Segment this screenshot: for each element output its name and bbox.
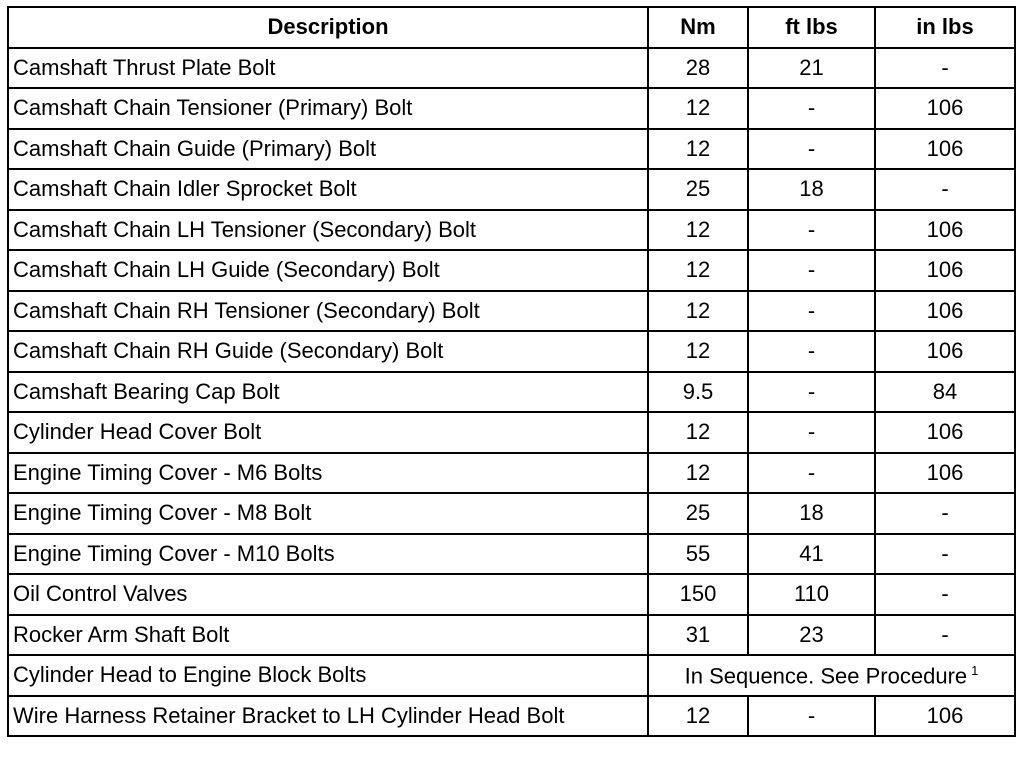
description-cell: Camshaft Chain RH Tensioner (Secondary) Bolt [8, 291, 648, 332]
in-lbs-cell: - [875, 574, 1015, 615]
ft-lbs-cell: - [748, 331, 875, 372]
ft-lbs-cell: - [748, 372, 875, 413]
ft-lbs-cell: 18 [748, 493, 875, 534]
description-cell: Cylinder Head Cover Bolt [8, 412, 648, 453]
table-row [8, 372, 1015, 413]
ft-lbs-cell: - [748, 412, 875, 453]
in-lbs-cell: - [875, 169, 1015, 210]
nm-cell: 25 [648, 493, 748, 534]
nm-cell: 55 [648, 534, 748, 575]
table-row [8, 534, 1015, 575]
table-row [8, 493, 1015, 534]
table-row [8, 696, 1015, 737]
description-cell: Camshaft Bearing Cap Bolt [8, 372, 648, 413]
table-row [8, 129, 1015, 170]
in-lbs-cell: 106 [875, 250, 1015, 291]
description-cell: Camshaft Chain Idler Sprocket Bolt [8, 169, 648, 210]
nm-cell: 9.5 [648, 372, 748, 413]
nm-cell: 12 [648, 696, 748, 737]
nm-cell: 12 [648, 291, 748, 332]
description-cell: Engine Timing Cover - M8 Bolt [8, 493, 648, 534]
ft-lbs-cell: - [748, 453, 875, 494]
table-row [8, 615, 1015, 656]
in-lbs-cell: - [875, 534, 1015, 575]
table-row [8, 655, 1015, 696]
ft-lbs-cell: - [748, 210, 875, 251]
description-cell: Camshaft Chain LH Guide (Secondary) Bolt [8, 250, 648, 291]
description-cell: Camshaft Chain Tensioner (Primary) Bolt [8, 88, 648, 129]
description-cell: Camshaft Chain RH Guide (Secondary) Bolt [8, 331, 648, 372]
table-row [8, 48, 1015, 89]
ft-lbs-cell: - [748, 129, 875, 170]
ft-lbs-cell: - [748, 250, 875, 291]
nm-cell: 12 [648, 88, 748, 129]
nm-cell: 25 [648, 169, 748, 210]
nm-cell: 31 [648, 615, 748, 656]
in-lbs-cell: 106 [875, 412, 1015, 453]
in-lbs-cell: 106 [875, 291, 1015, 332]
torque-spec-table-container [7, 6, 1016, 737]
nm-cell: 12 [648, 412, 748, 453]
ft-lbs-cell: - [748, 696, 875, 737]
in-lbs-cell: - [875, 48, 1015, 89]
table-row [8, 88, 1015, 129]
nm-cell: 150 [648, 574, 748, 615]
torque-spec-table [7, 6, 1016, 737]
description-cell: Camshaft Chain LH Tensioner (Secondary) Bolt [8, 210, 648, 251]
in-lbs-cell: 106 [875, 331, 1015, 372]
description-cell: Wire Harness Retainer Bracket to LH Cylinder Head Bolt [8, 696, 648, 737]
table-row [8, 331, 1015, 372]
in-lbs-cell: 106 [875, 88, 1015, 129]
ft-lbs-cell: - [748, 88, 875, 129]
in-lbs-cell: - [875, 615, 1015, 656]
table-row [8, 291, 1015, 332]
description-cell: Oil Control Valves [8, 574, 648, 615]
description-cell: Camshaft Thrust Plate Bolt [8, 48, 648, 89]
ft-lbs-cell: - [748, 291, 875, 332]
in-lbs-cell: - [875, 493, 1015, 534]
description-cell: Rocker Arm Shaft Bolt [8, 615, 648, 656]
header-in-lbs: in lbs [875, 7, 1015, 48]
ft-lbs-cell: 110 [748, 574, 875, 615]
nm-cell: 12 [648, 331, 748, 372]
description-cell: Camshaft Chain Guide (Primary) Bolt [8, 129, 648, 170]
procedure-note-cell [648, 655, 1015, 696]
in-lbs-cell: 106 [875, 129, 1015, 170]
nm-cell: 12 [648, 210, 748, 251]
nm-cell: 12 [648, 250, 748, 291]
table-row [8, 453, 1015, 494]
in-lbs-cell: 84 [875, 372, 1015, 413]
header-row [8, 7, 1015, 48]
nm-cell: 12 [648, 129, 748, 170]
in-lbs-cell: 106 [875, 453, 1015, 494]
header-nm: Nm [648, 7, 748, 48]
description-cell: Cylinder Head to Engine Block Bolts [8, 655, 648, 696]
header-ft-lbs: ft lbs [748, 7, 875, 48]
in-lbs-cell: 106 [875, 696, 1015, 737]
header-description: Description [8, 7, 648, 48]
ft-lbs-cell: 23 [748, 615, 875, 656]
ft-lbs-cell: 41 [748, 534, 875, 575]
ft-lbs-cell: 18 [748, 169, 875, 210]
table-row [8, 250, 1015, 291]
footnote-marker: 1 [971, 662, 979, 678]
nm-cell: 12 [648, 453, 748, 494]
table-row [8, 412, 1015, 453]
ft-lbs-cell: 21 [748, 48, 875, 89]
nm-cell: 28 [648, 48, 748, 89]
procedure-note-text: In Sequence. See Procedure [684, 662, 968, 688]
table-row [8, 210, 1015, 251]
table-row [8, 169, 1015, 210]
description-cell: Engine Timing Cover - M10 Bolts [8, 534, 648, 575]
description-cell: Engine Timing Cover - M6 Bolts [8, 453, 648, 494]
table-row [8, 574, 1015, 615]
in-lbs-cell: 106 [875, 210, 1015, 251]
